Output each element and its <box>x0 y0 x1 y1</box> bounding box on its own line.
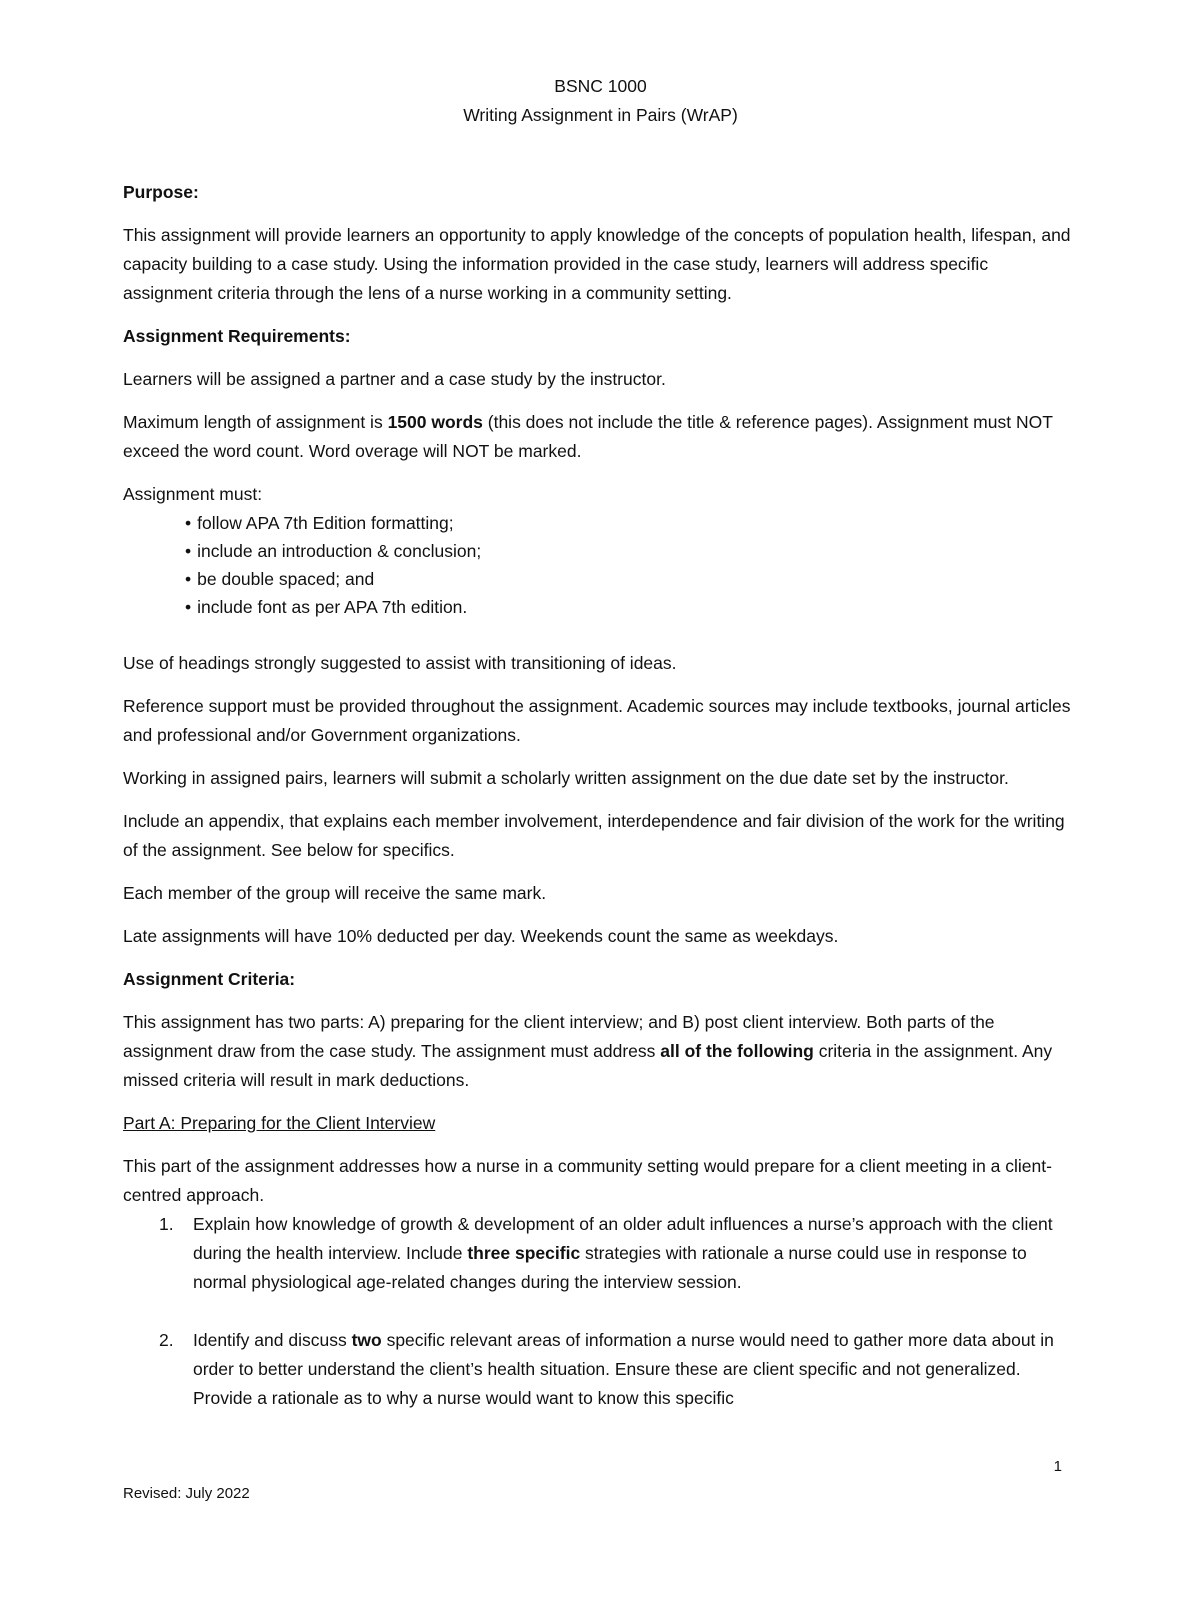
purpose-body: This assignment will provide learners an opportunity to apply knowledge of the concepts of population health, lifespan, and capacity building to a case study. Using the information provided in the case study, learners will address specific assignment criteria through the lens of a nurse working in a community setting. <box>123 225 1071 303</box>
list-item: • follow APA 7th Edition formatting; <box>185 509 1078 537</box>
requirements-heading: Assignment Requirements: <box>123 326 351 346</box>
criteria-body: This assignment has two parts: A) preparing for the client interview; and B) post client interview. Both parts of the assignment draw from the case study. The assignment must address all of the following criteria in the assignment. Any missed criteria will result in mark deductions. <box>123 1012 1053 1090</box>
references-note: Reference support must be provided throughout the assignment. Academic sources may include textbooks, journal articles and professional and/or Government organizations. <box>123 696 1071 745</box>
same-mark-note: Each member of the group will receive the same mark. <box>123 883 547 903</box>
list-item: • be double spaced; and <box>185 565 1078 593</box>
part-a-intro: This part of the assignment addresses how a nurse in a community setting would prepare for a client meeting in a client-centred approach. <box>123 1156 1052 1205</box>
page-content <box>123 72 1078 1413</box>
late-note: Late assignments will have 10% deducted per day. Weekends count the same as weekdays. <box>123 926 839 946</box>
document-header <box>123 72 1078 130</box>
part-a-list <box>123 1210 1078 1413</box>
page-number: 1 <box>1053 1458 1062 1475</box>
course-code: BSNC 1000 <box>554 76 647 96</box>
criteria-heading: Assignment Criteria: <box>123 969 296 989</box>
must-intro: Assignment must: <box>123 484 263 504</box>
must-list <box>123 509 1078 621</box>
list-item: 2. Identify and discuss two specific relevant areas of information a nurse would need to gather more data about in order to better understand the client’s health situation. Ensure these are client specific and not generalized. Provide a rationale as to why a nurse would want to know this specific <box>159 1330 1054 1408</box>
list-item: 1. Explain how knowledge of growth & development of an older adult influences a nurse’s approach with the client during the health interview. Include three specific strategies with rationale a nurse could use in response to normal physiological age-related changes during the interview session. <box>159 1214 1053 1292</box>
appendix-note: Include an appendix, that explains each member involvement, interdependence and fair division of the work for the writing of the assignment. See below for specifics. <box>123 811 1065 860</box>
list-item: • include an introduction & conclusion; <box>185 537 1078 565</box>
requirements-partner: Learners will be assigned a partner and a case study by the instructor. <box>123 369 666 389</box>
word-limit: 1500 words <box>387 412 483 432</box>
headings-note: Use of headings strongly suggested to assist with transitioning of ideas. <box>123 653 677 673</box>
requirements-length: Maximum length of assignment is 1500 words (this does not include the title & reference pages). Assignment must NOT exceed the word count. Word overage will NOT be marked. <box>123 412 1053 461</box>
part-a-heading: Part A: Preparing for the Client Interview <box>123 1113 436 1133</box>
purpose-heading: Purpose: <box>123 182 199 202</box>
list-item: • include font as per APA 7th edition. <box>185 593 1078 621</box>
document-title: Writing Assignment in Pairs (WrAP) <box>463 105 738 125</box>
revised-date: Revised: July 2022 <box>123 1485 250 1502</box>
pairs-note: Working in assigned pairs, learners will submit a scholarly written assignment on the due date set by the instructor. <box>123 768 1009 788</box>
